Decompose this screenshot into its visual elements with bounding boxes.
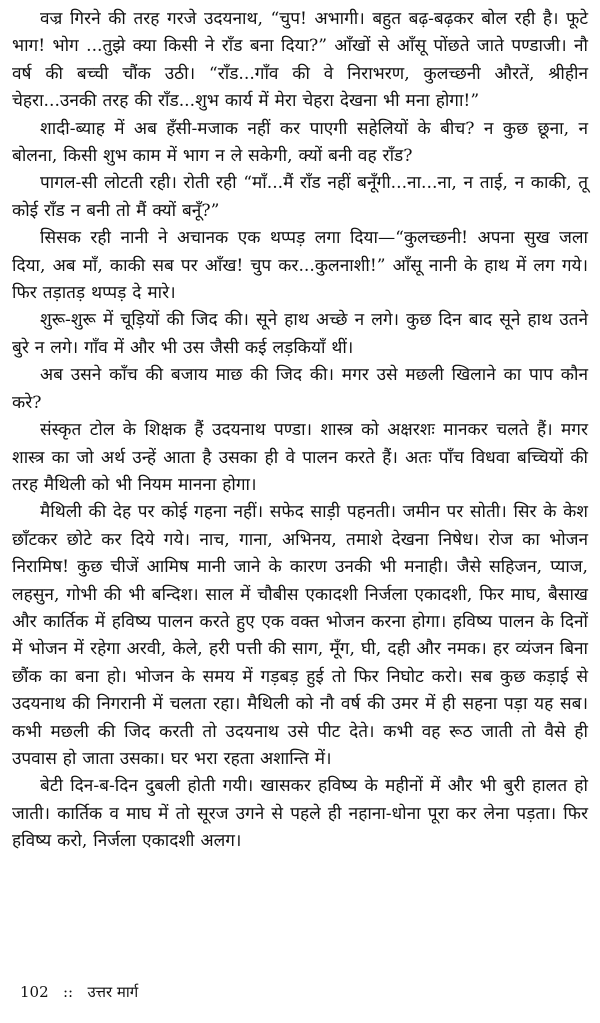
body-text bbox=[12, 6, 588, 856]
paragraph: पागल-सी लोटती रही। रोती रही “माँ...मैं राँड नहीं बनूँगी...ना...ना, न ताई, न काकी, तू कोई राँड न बनी तो मैं क्यों बनूँ?” bbox=[12, 173, 588, 221]
paragraph: मैथिली की देह पर कोई गहना नहीं। सफेद साड़ी पहनती। जमीन पर सोती। सिर के केश छाँटकर छोटे कर दिये गये। नाच, गाना, अभिनय, तमाशे देखना निषेध। रोज का भोजन निरामिष! कुछ चीजें आमिष मानी जाने के कारण उनकी भी मनाही। जैसे सहिजन, प्याज, लहसुन, गोभी की भी बन्दिश। साल में चौबीस एकादशी निर्जला एकादशी, फिर माघ, बैसाख और कार्तिक में हविष्य पालन करते हुए एक वक्त भोजन करना होगा। हविष्य पालन के दिनों में भोजन में रहेगा अरवी, केले, हरी पत्ती की साग, मूँग, घी, दही और नमक। हर व्यंजन बिना छौंक का बना हो। भोजन के समय में गड़बड़ हुई तो फिर निघोट करो। सब कुछ कड़ाई से उदयनाथ की निगरानी में चलता रहा। मैथिली को नौ वर्ष की उमर में ही सहना पड़ा यह सब। कभी मछली की जिद करती तो उदयनाथ उसे पीट देते। कभी वह रूठ जाती तो वैसे ही उपवास हो जाता उसका। घर भरा रहता अशान्ति में। bbox=[12, 502, 588, 769]
paragraph: शादी-ब्याह में अब हँसी-मजाक नहीं कर पाएगी सहेलियों के बीच? न कुछ छूना, न बोलना, किसी शुभ काम में भाग न ले सकेगी, क्यों बनी वह राँड? bbox=[12, 118, 588, 167]
paragraph: संस्कृत टोल के शिक्षक हैं उदयनाथ पण्डा। शास्त्र को अक्षरशः मानकर चलते हैं। मगर शास्त्र का जो अर्थ उन्हें आता है उसका ही वे पालन करते हैं। अतः पाँच विधवा बच्चियों की तरह मैथिली को भी नियम मानना होगा। bbox=[12, 420, 588, 495]
paragraph: सिसक रही नानी ने अचानक एक थप्पड़ लगा दिया—“कुलच्छनी! अपना सुख जला दिया, अब माँ, काकी सब पर आँख! चुप कर...कुलनाशी!” आँसू नानी के हाथ में लग गये। फिर तड़ातड़ थप्पड़ दे मारे। bbox=[12, 228, 588, 304]
paragraph: शुरू-शुरू में चूड़ियों की जिद की। सूने हाथ अच्छे न लगे। कुछ दिन बाद सूने हाथ उतने बुरे न लगे। गाँव में और भी उस जैसी कई लड़कियाँ थीं। bbox=[12, 310, 588, 358]
paragraph: बेटी दिन-ब-दिन दुबली होती गयी। खासकर हविष्य के महीनों में और भी बुरी हालत हो जाती। कार्तिक व माघ में तो सूरज उगने से पहले ही नहाना-धोना पूरा कर लेना पड़ता। फिर हविष्य करो, निर्जला एकादशी अलग। bbox=[12, 776, 588, 852]
page-footer bbox=[20, 982, 138, 1002]
paragraph: वज्र गिरने की तरह गरजे उदयनाथ, “चुप! अभागी। बहुत बढ़-बढ़कर बोल रही है। फूटे भाग! भोग ...तुझे क्या किसी ने राँड बना दिया?” आँखों से आँसू पोंछते जाते पण्डाजी। नौ वर्ष की बच्ची चौंक उठी। “राँड...गाँव की वे निराभरण, कुलच्छनी औरतें, श्रीहीन चेहरा...उनकी तरह की राँड...शुभ कार्य में मेरा चेहरा देखना भी मना होगा!” bbox=[12, 9, 588, 112]
page-number: 102 bbox=[20, 983, 49, 1001]
book-title: उत्तर मार्ग bbox=[87, 983, 139, 1001]
footer-separator: :: bbox=[62, 983, 74, 1001]
paragraph: अब उसने काँच की बजाय माछ की जिद की। मगर उसे मछली खिलाने का पाप कौन करे? bbox=[12, 365, 588, 413]
